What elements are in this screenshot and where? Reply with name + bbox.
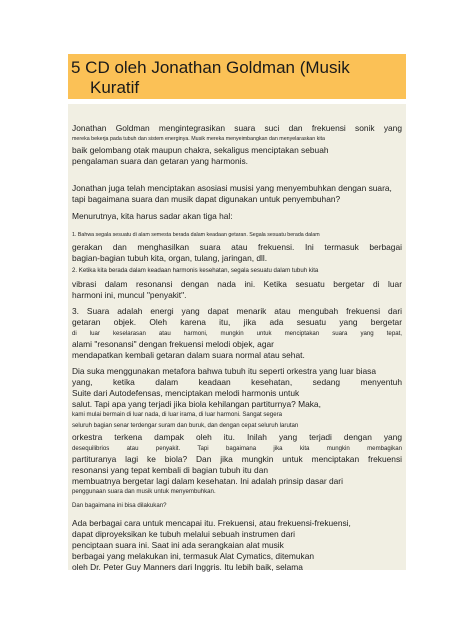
paragraph-7-line: seluruh bagian senar terdengar suram dan buruk, dan dengan cepat seluruh larutan [72, 422, 299, 429]
paragraph-7-line: Dia suka menggunakan metafora bahwa tubuh itu seperti orkestra yang luar biasa [72, 366, 377, 376]
paragraph-9-line: penciptaan suara ini. Saat ini ada serangkaian alat musik [72, 540, 284, 550]
paragraph-4-line: 1. Bahwa segala sesuatu di alam semesta berada dalam keadaan getaran. Segala sesuatu berada dalam [72, 232, 320, 238]
paragraph-7-line: orkestra terkena dampak oleh itu. Inilah yang terjadi dengan yang [72, 432, 402, 442]
paragraph-7-line: Suite dari Autodefensas, menciptakan melodi harmonis untuk [72, 388, 300, 398]
paragraph-2-line: tapi bagaimana suara dan musik dapat digunakan untuk penyembuhan? [72, 194, 341, 204]
paragraph-6-line: 3. Suara adalah energi yang dapat menarik atau mengubah frekuensi dari [72, 306, 402, 316]
paragraph-7-line: salut. Tapi apa yang terjadi jika biola kehilangan partiturnya? Maka, [72, 399, 321, 409]
paragraph-5-line: vibrasi dalam resonansi dengan nada ini. Ketika sesuatu bergetar di luar [72, 279, 402, 289]
paragraph-9-line: dapat diproyeksikan ke tubuh melalui sebuah instrumen dari [72, 529, 296, 539]
title-block [68, 54, 406, 99]
paragraph-1-line: baik gelombang otak maupun chakra, sekaligus menciptakan sebuah [72, 145, 329, 155]
paragraph-3-line: Menurutnya, kita harus sadar akan tiga hal: [72, 211, 233, 221]
paragraph-7-line: partituranya lagi ke biola? Dan jika mungkin untuk menciptakan frekuensi [72, 454, 402, 464]
paragraph-4-line: gerakan dan menghasilkan suara atau frekuensi. Ini termasuk berbagai [72, 242, 402, 252]
paragraph-6-line: mendapatkan kembali getaran dalam suara normal atau sehat. [72, 350, 305, 360]
paragraph-2-line: Jonathan juga telah menciptakan asosiasi musisi yang menyembuhkan dengan suara, [72, 183, 392, 193]
page-title-line-1: 5 CD oleh Jonathan Goldman (Musik [71, 58, 350, 77]
paragraph-1-line: pengalaman suara dan getaran yang harmonis. [72, 156, 248, 166]
paragraph-6-line: getaran objek. Oleh karena itu, jika ada sesuatu yang bergetar [72, 317, 402, 327]
paragraph-7-line: penggunaan suara dan musik untuk menyembuhkan. [72, 488, 216, 495]
paragraph-9-line: berbagai yang melakukan ini, termasuk Alat Cymatics, ditemukan [72, 551, 315, 561]
paragraph-4-line: bagian-bagian tubuh kita, organ, tulang, jaringan, dll. [72, 253, 268, 263]
paragraph-7-line: kami mulai bermain di luar nada, di luar irama, di luar harmoni. Sangat segera [72, 411, 282, 418]
paragraph-5-line: harmoni ini, muncul "penyakit". [72, 290, 187, 300]
paragraph-6-line: di luar keselarasan atau harmoni, mungkin untuk menciptakan suara yang tepat, [72, 330, 402, 337]
paragraph-1-line: Jonathan Goldman mengintegrasikan suara suci dan frekuensi sonik yang [72, 123, 402, 133]
paragraph-7-line: resonansi yang tepat kembali di bagian tubuh itu dan [72, 465, 269, 475]
paragraph-6-line: alami "resonansi" dengan frekuensi melodi objek, agar [72, 339, 274, 349]
paragraph-9-line: oleh Dr. Peter Guy Manners dari Inggris. Itu lebih baik, selama [72, 562, 303, 572]
paragraph-7-line: desequilibrios atau penyakit. Tapi bagaimana jika kita mungkin membagikan [72, 445, 402, 452]
paragraph-7-line: membuatnya bergetar lagi dalam kesehatan. Ini adalah prinsip dasar dari [72, 476, 343, 486]
page-title-line-2: Kuratif [90, 78, 140, 97]
paragraph-7-line: yang, ketika dalam keadaan kesehatan, sedang menyentuh [72, 377, 402, 387]
paragraph-8-line: Dan bagaimana ini bisa dilakukan? [72, 502, 167, 509]
content-background [68, 104, 406, 570]
paragraph-1-line: mereka bekerja pada tubuh dan sistem energinya. Musik mereka menyeimbangkan dan menyelaraskan kita [72, 136, 325, 142]
paragraph-5-line: 2. Ketika kita berada dalam keadaan harmonis kesehatan, segala sesuatu dalam tubuh kita [72, 267, 319, 274]
paragraph-9-line: Ada berbagai cara untuk mencapai itu. Frekuensi, atau frekuensi-frekuensi, [72, 518, 351, 528]
